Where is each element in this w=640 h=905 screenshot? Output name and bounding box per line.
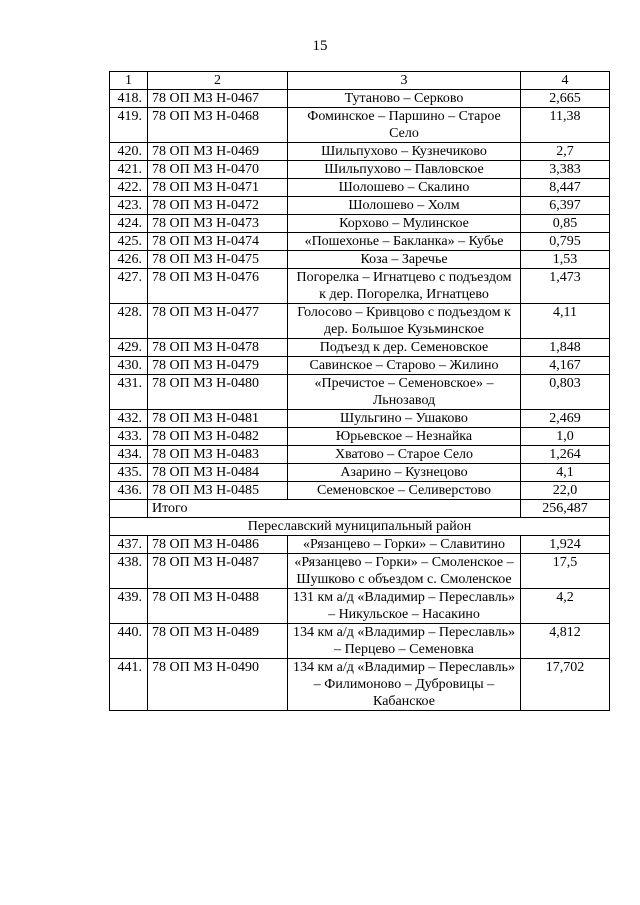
table-row [110,446,610,464]
road-name: Юрьевское – Незнайка [288,428,521,446]
road-length: 1,848 [521,339,610,357]
road-name: «Пошехонье – Бакланка» – Кубье [288,233,521,251]
road-length: 1,264 [521,446,610,464]
road-code: 78 ОП МЗ Н-0476 [148,269,288,304]
table-row [110,233,610,251]
page-number: 15 [312,38,328,54]
road-name: Шолошево – Холм [288,197,521,215]
road-code: 78 ОП МЗ Н-0475 [148,251,288,269]
road-length: 1,924 [521,536,610,554]
road-length: 8,447 [521,179,610,197]
road-name: 134 км а/д «Владимир – Переславль» – Филимоново – Дубровицы – Кабанское [288,659,521,711]
road-length: 2,469 [521,410,610,428]
row-number: 437. [110,536,148,554]
section-title: Переславский муниципальный район [110,518,610,536]
road-code: 78 ОП МЗ Н-0468 [148,108,288,143]
road-code: 78 ОП МЗ Н-0484 [148,464,288,482]
table-row [110,554,610,589]
road-name: «Рязанцево – Горки» – Смоленское – Шушково с объездом с. Смоленское [288,554,521,589]
row-number: 435. [110,464,148,482]
header-col-4: 4 [521,72,610,90]
road-code: 78 ОП МЗ Н-0471 [148,179,288,197]
road-name: Коза – Заречье [288,251,521,269]
road-name: Голосово – Кривцово с подъездом к дер. Большое Кузьминское [288,304,521,339]
row-number: 424. [110,215,148,233]
table-row [110,624,610,659]
road-code: 78 ОП МЗ Н-0481 [148,410,288,428]
road-code: 78 ОП МЗ Н-0474 [148,233,288,251]
road-name: 131 км а/д «Владимир – Переславль» – Никульское – Насакино [288,589,521,624]
road-name: 134 км а/д «Владимир – Переславль» – Перцево – Семеновка [288,624,521,659]
road-name: Савинское – Старово – Жилино [288,357,521,375]
table-header-row [110,72,610,90]
row-number: 429. [110,339,148,357]
road-length: 2,665 [521,90,610,108]
road-code: 78 ОП МЗ Н-0467 [148,90,288,108]
row-number: 418. [110,90,148,108]
table-row [110,269,610,304]
road-name: Шильпухово – Павловское [288,161,521,179]
road-length: 1,53 [521,251,610,269]
road-name: Шильпухово – Кузнечиково [288,143,521,161]
row-number: 431. [110,375,148,410]
roads-table [109,71,610,711]
table-row [110,410,610,428]
table-row [110,339,610,357]
road-length: 22,0 [521,482,610,500]
row-number: 439. [110,589,148,624]
table-row [110,375,610,410]
road-length: 0,795 [521,233,610,251]
road-code: 78 ОП МЗ Н-0479 [148,357,288,375]
table-row [110,215,610,233]
row-number: 430. [110,357,148,375]
row-number: 434. [110,446,148,464]
road-name: Тутаново – Серково [288,90,521,108]
road-code: 78 ОП МЗ Н-0478 [148,339,288,357]
road-length: 0,85 [521,215,610,233]
road-code: 78 ОП МЗ Н-0477 [148,304,288,339]
table-row [110,197,610,215]
road-length: 2,7 [521,143,610,161]
row-number: 421. [110,161,148,179]
road-code: 78 ОП МЗ Н-0470 [148,161,288,179]
row-number: 425. [110,233,148,251]
road-code: 78 ОП МЗ Н-0489 [148,624,288,659]
header-col-2: 2 [148,72,288,90]
header-col-3: 3 [288,72,521,90]
road-length: 1,473 [521,269,610,304]
table-row [110,143,610,161]
table-row [110,161,610,179]
table-row [110,108,610,143]
table-row [110,536,610,554]
total-label: Итого [148,500,521,518]
roads-table-body [110,72,610,711]
road-length: 3,383 [521,161,610,179]
row-number: 438. [110,554,148,589]
road-code: 78 ОП МЗ Н-0486 [148,536,288,554]
row-number: 428. [110,304,148,339]
road-code: 78 ОП МЗ Н-0485 [148,482,288,500]
road-name: Семеновское – Селиверстово [288,482,521,500]
row-number: 423. [110,197,148,215]
road-code: 78 ОП МЗ Н-0472 [148,197,288,215]
road-length: 4,167 [521,357,610,375]
row-number: 433. [110,428,148,446]
road-length: 4,2 [521,589,610,624]
row-number: 426. [110,251,148,269]
table-row [110,482,610,500]
table-row [110,428,610,446]
header-col-1: 1 [110,72,148,90]
road-code: 78 ОП МЗ Н-0483 [148,446,288,464]
road-name: «Пречистое – Семеновское» – Льнозавод [288,375,521,410]
row-number: 427. [110,269,148,304]
total-row [110,500,610,518]
table-row [110,304,610,339]
road-length: 11,38 [521,108,610,143]
road-name: Погорелка – Игнатцево с подъездом к дер. Погорелка, Игнатцево [288,269,521,304]
row-number: 441. [110,659,148,711]
road-name: Шолошево – Скалино [288,179,521,197]
row-number: 432. [110,410,148,428]
road-name: «Рязанцево – Горки» – Славитино [288,536,521,554]
road-name: Азарино – Кузнецово [288,464,521,482]
road-length: 1,0 [521,428,610,446]
road-code: 78 ОП МЗ Н-0488 [148,589,288,624]
road-code: 78 ОП МЗ Н-0480 [148,375,288,410]
road-code: 78 ОП МЗ Н-0469 [148,143,288,161]
table-row [110,90,610,108]
road-length: 4,11 [521,304,610,339]
section-row [110,518,610,536]
road-code: 78 ОП МЗ Н-0487 [148,554,288,589]
road-length: 6,397 [521,197,610,215]
road-name: Хватово – Старое Село [288,446,521,464]
road-name: Фоминское – Паршино – Старое Село [288,108,521,143]
road-name: Корхово – Мулинское [288,215,521,233]
road-length: 17,5 [521,554,610,589]
table-row [110,589,610,624]
table-row [110,251,610,269]
road-length: 17,702 [521,659,610,711]
road-length: 4,1 [521,464,610,482]
table-row [110,464,610,482]
road-code: 78 ОП МЗ Н-0490 [148,659,288,711]
table-row [110,659,610,711]
row-number: 419. [110,108,148,143]
road-name: Шульгино – Ушаково [288,410,521,428]
road-code: 78 ОП МЗ Н-0482 [148,428,288,446]
row-number: 436. [110,482,148,500]
row-number: 422. [110,179,148,197]
road-code: 78 ОП МЗ Н-0473 [148,215,288,233]
row-number: 440. [110,624,148,659]
total-empty-cell [110,500,148,518]
road-length: 0,803 [521,375,610,410]
table-row [110,357,610,375]
row-number: 420. [110,143,148,161]
table-row [110,179,610,197]
road-name: Подъезд к дер. Семеновское [288,339,521,357]
road-length: 4,812 [521,624,610,659]
total-value: 256,487 [521,500,610,518]
